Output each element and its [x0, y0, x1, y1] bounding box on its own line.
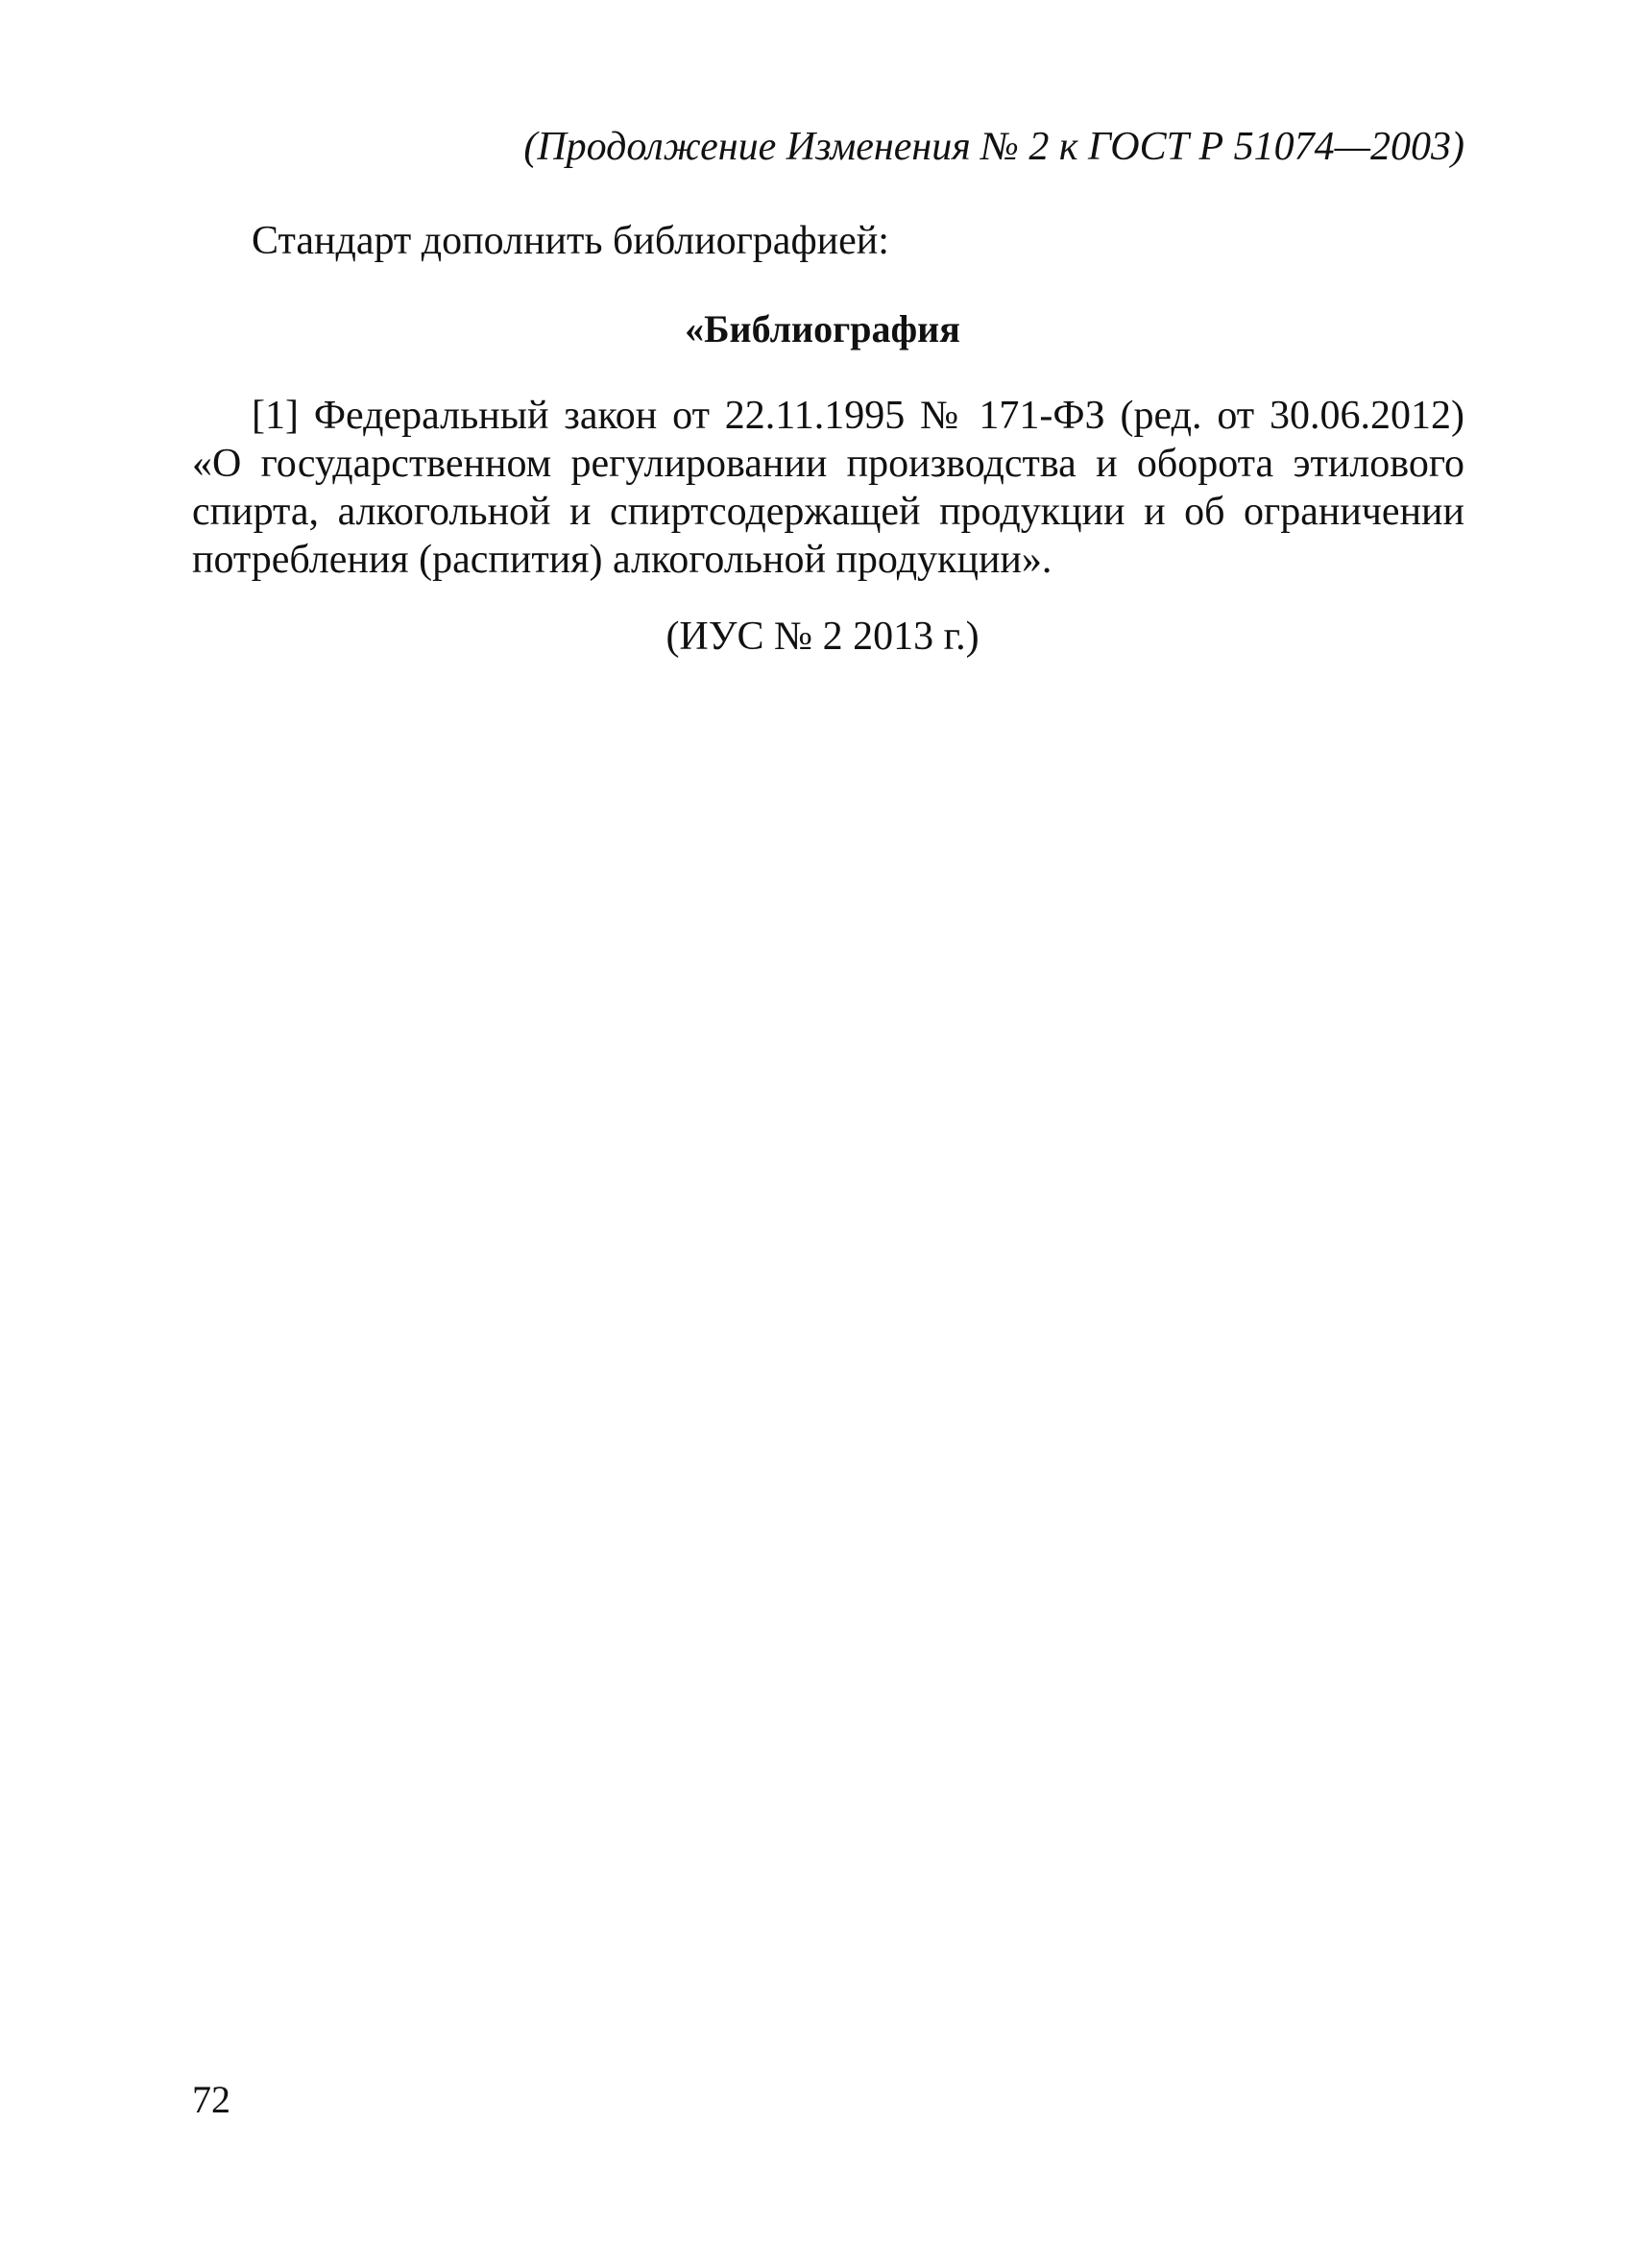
continuation-header: (Продолжение Изменения № 2 к ГОСТ Р 51074—2003) — [523, 125, 1464, 169]
bibliography-heading: «Библиография — [685, 307, 960, 350]
reference-line: [1] Федеральный закон от 22.11.1995 № 171-ФЗ (ред. от 30.06.2012) — [252, 394, 1464, 438]
reference-line: «О государственном регулировании производства и оборота этилового — [192, 442, 1464, 486]
intro-paragraph: Стандарт дополнить библиографией: — [252, 219, 889, 263]
ius-note: (ИУС № 2 2013 г.) — [665, 615, 980, 659]
reference-line: спирта, алкогольной и спиртсодержащей продукции и об ограничении — [192, 490, 1464, 534]
reference-line: потребления (распития) алкогольной продукции». — [192, 538, 1052, 582]
page-number: 72 — [192, 2078, 230, 2121]
bibliography-reference — [192, 392, 1464, 584]
